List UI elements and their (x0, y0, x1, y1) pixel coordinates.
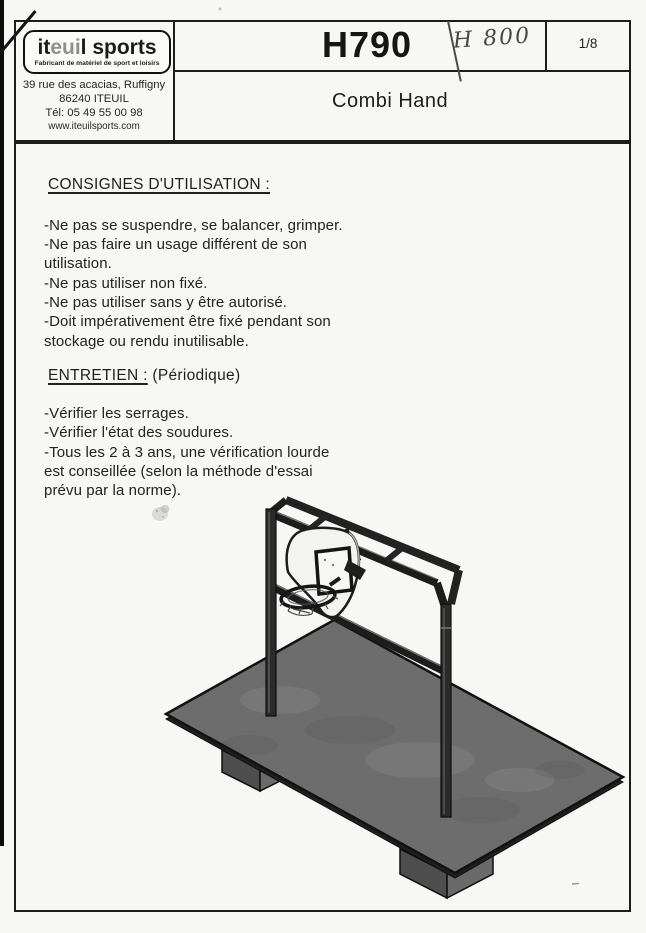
goal-post-right (441, 604, 451, 817)
backboard-assembly (280, 528, 366, 617)
usage-line: stockage ou rendu inutilisable. (44, 333, 249, 350)
maintenance-line: -Vérifier les serrages. (44, 405, 189, 422)
company-website: www.iteuilsports.com (48, 121, 140, 133)
usage-section-title: CONSIGNES D'UTILISATION : (48, 176, 271, 193)
product-name: Combi Hand (332, 90, 449, 112)
usage-line: -Ne pas utiliser sans y être autorisé. (44, 294, 288, 311)
company-tagline: Fabricant de matériel de sport et loisirs (34, 60, 160, 67)
company-logo-text: iteuil sports (37, 36, 157, 59)
product-code: H790 (322, 24, 413, 65)
platform (166, 620, 623, 878)
usage-line: -Doit impérativement être fixé pendant son (44, 313, 331, 330)
usage-line: -Ne pas utiliser non fixé. (44, 275, 208, 292)
maintenance-line: -Vérifier l'état des soudures. (44, 424, 234, 441)
address-line: 39 rue des acacias, Ruffigny (22, 79, 166, 91)
maintenance-line: prévu par la norme). (44, 482, 182, 499)
maintenance-line: -Tous les 2 à 3 ans, une vérification lourde (44, 444, 330, 461)
address-line: Tél: 05 49 55 00 98 (45, 106, 143, 119)
usage-line: -Ne pas se suspendre, se balancer, grimper. (44, 217, 343, 234)
page-indicator: 1/8 (578, 36, 598, 51)
usage-line: -Ne pas faire un usage différent de son (44, 236, 307, 253)
goal-post-left (266, 509, 276, 716)
maintenance-line: est conseillée (selon la méthode d'essai (44, 463, 313, 480)
address-line: 86240 ITEUIL (59, 92, 129, 105)
maintenance-section-title: ENTRETIEN : (Périodique) (48, 367, 241, 384)
usage-line: utilisation. (44, 255, 112, 272)
handwritten-product-code: H 800 (452, 23, 532, 54)
